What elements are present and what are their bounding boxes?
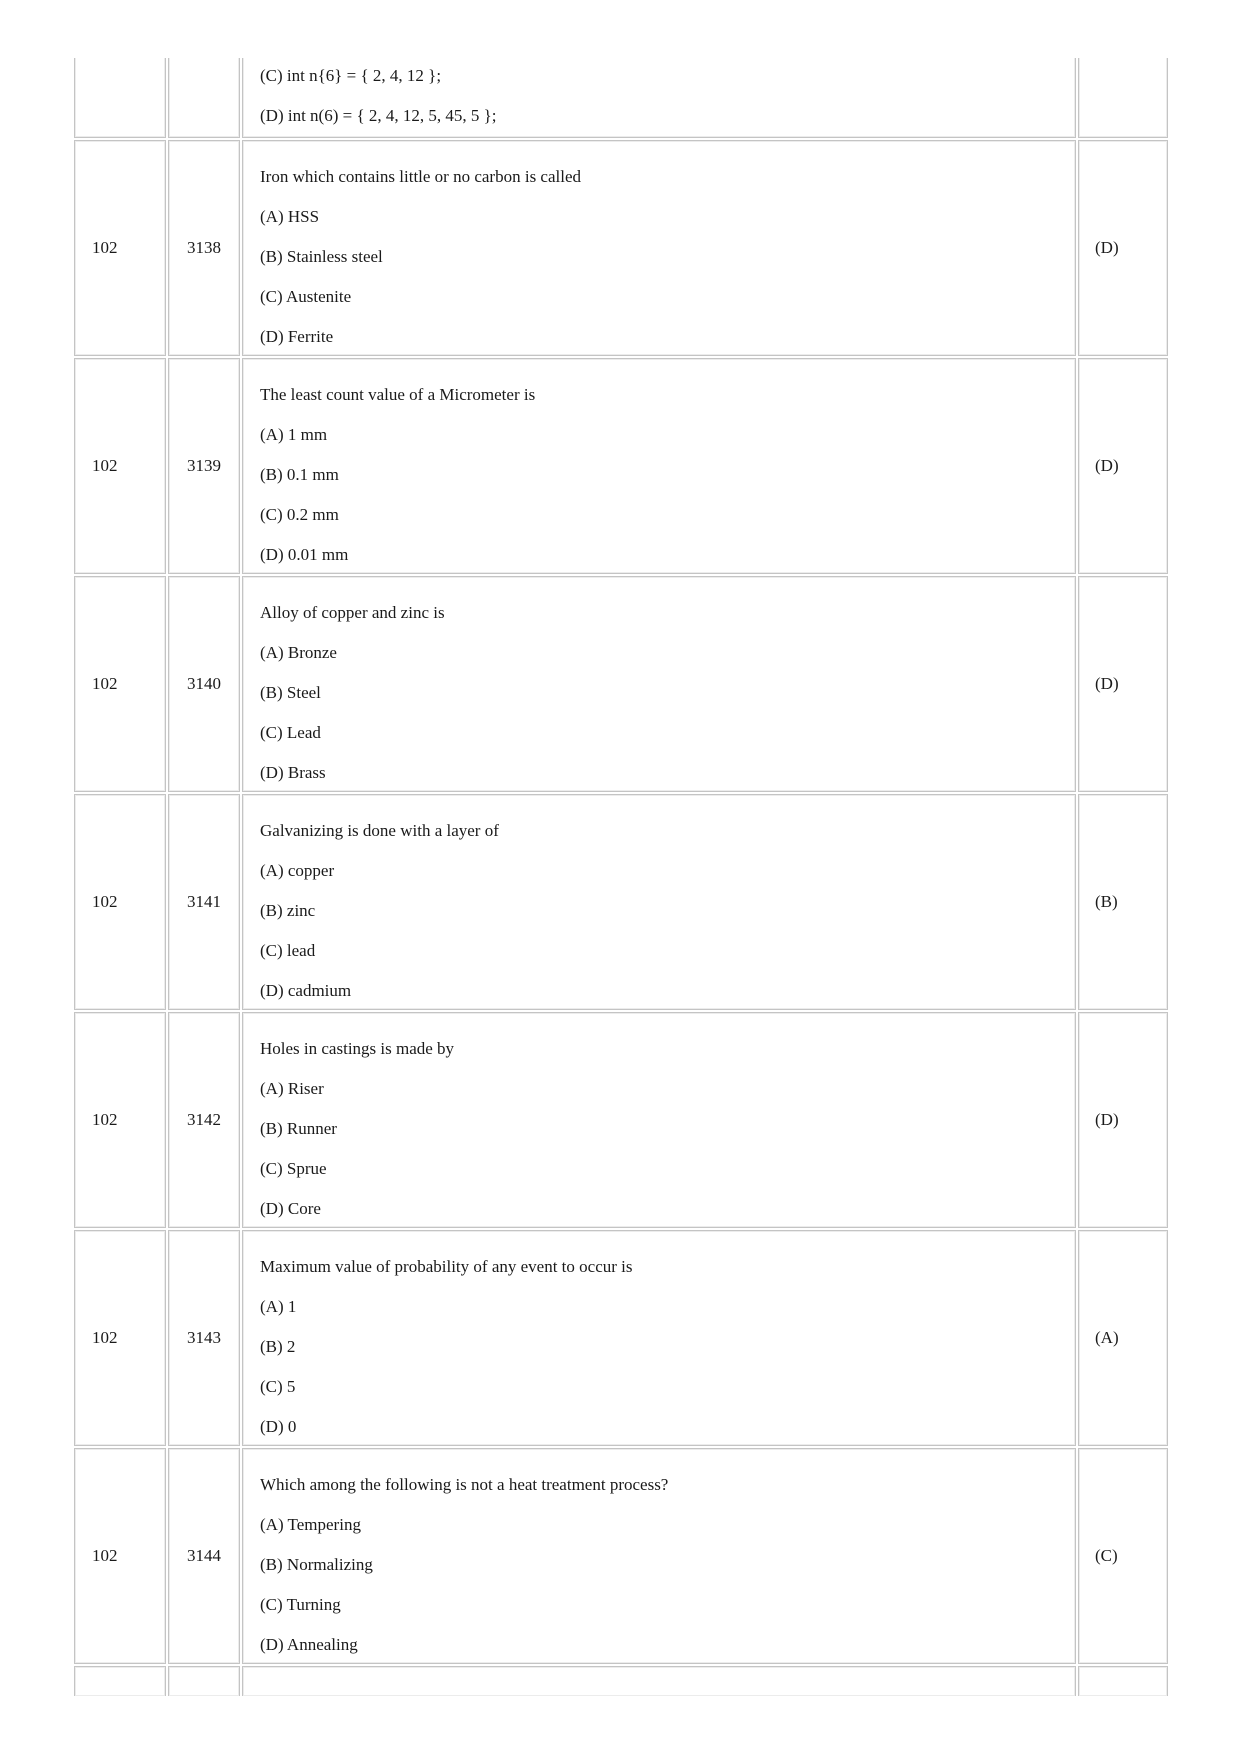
unit-cell (74, 1012, 166, 1228)
option-c: (C) Lead (260, 723, 321, 742)
answer-key: (A) (1095, 1328, 1119, 1347)
option-a: (A) 1 mm (260, 425, 328, 444)
option-a: (A) Riser (260, 1079, 324, 1098)
question-text: The least count value of a Micrometer is (260, 385, 536, 404)
question-text: Galvanizing is done with a layer of (260, 821, 499, 840)
table-row (74, 576, 1168, 792)
answer-cell (1078, 576, 1168, 792)
answer-key: (D) (1095, 674, 1119, 693)
option-b: (B) Steel (260, 683, 321, 702)
qno-cell (168, 1012, 240, 1228)
option-c: (C) 0.2 mm (260, 505, 339, 524)
qno-cell (168, 358, 240, 574)
answer-cell (1078, 1012, 1168, 1228)
option-d: (D) 0 (260, 1417, 297, 1436)
question-cell (242, 1448, 1076, 1664)
question-cell (242, 1012, 1076, 1228)
option-d: (D) Annealing (260, 1635, 358, 1654)
question-number: 3141 (187, 892, 221, 911)
question-number: 3138 (187, 238, 221, 257)
option-a: (A) Tempering (260, 1515, 361, 1534)
qno-cell (168, 140, 240, 356)
unit-cell (74, 358, 166, 574)
unit-code: 102 (92, 892, 118, 911)
option-b: (B) zinc (260, 901, 316, 920)
option-d: (D) 0.01 mm (260, 545, 349, 564)
option-a: (A) copper (260, 861, 335, 880)
unit-cell (74, 1230, 166, 1446)
question-number: 3144 (187, 1546, 221, 1565)
answer-cell (1078, 140, 1168, 356)
question-text: Which among the following is not a heat treatment process? (260, 1475, 669, 1494)
question-text: Alloy of copper and zinc is (260, 603, 445, 622)
unit-code: 102 (92, 456, 118, 475)
option-b: (B) 0.1 mm (260, 465, 339, 484)
table-row-partial (74, 58, 1168, 138)
option-b: (B) Runner (260, 1119, 337, 1138)
option-a: (A) 1 (260, 1297, 297, 1316)
unit-code: 102 (92, 1328, 118, 1347)
option-d: (D) Core (260, 1199, 321, 1218)
option-c: (C) Sprue (260, 1159, 327, 1178)
table-row (74, 1230, 1168, 1446)
table-row (74, 1448, 1168, 1664)
answer-cell (1078, 358, 1168, 574)
option-d: (D) cadmium (260, 981, 352, 1000)
table-row (74, 1012, 1168, 1228)
table-row-cutoff (74, 1666, 1168, 1696)
question-table (74, 58, 1168, 1696)
question-text: Iron which contains little or no carbon is called (260, 167, 582, 186)
answer-cell (1078, 1448, 1168, 1664)
unit-cell (74, 1448, 166, 1664)
unit-code: 102 (92, 674, 118, 693)
answer-cell (1078, 1230, 1168, 1446)
unit-code: 102 (92, 1110, 118, 1129)
option-a: (A) HSS (260, 207, 320, 226)
question-cell (242, 140, 1076, 356)
qno-cell (168, 1230, 240, 1446)
answer-key: (B) (1095, 892, 1118, 911)
option-b: (B) 2 (260, 1337, 296, 1356)
question-cell (242, 358, 1076, 574)
unit-code: 102 (92, 1546, 118, 1565)
question-number: 3140 (187, 674, 221, 693)
answer-key: (C) (1095, 1546, 1118, 1565)
option-a: (A) Bronze (260, 643, 337, 662)
question-number: 3142 (187, 1110, 221, 1129)
question-text: Maximum value of probability of any event to occur is (260, 1257, 633, 1276)
option-c: (C) Turning (260, 1595, 341, 1614)
answer-key: (D) (1095, 1110, 1119, 1129)
unit-cell (74, 140, 166, 356)
option-c: (C) 5 (260, 1377, 296, 1396)
option-line: (D) int n(6) = { 2, 4, 12, 5, 45, 5 }; (260, 106, 497, 125)
option-c: (C) Austenite (260, 287, 352, 306)
unit-code: 102 (92, 238, 118, 257)
question-number: 3143 (187, 1328, 221, 1347)
option-b: (B) Stainless steel (260, 247, 383, 266)
unit-cell (74, 794, 166, 1010)
answer-cell (1078, 794, 1168, 1010)
question-cell (242, 794, 1076, 1010)
option-c: (C) lead (260, 941, 316, 960)
option-b: (B) Normalizing (260, 1555, 373, 1574)
option-d: (D) Ferrite (260, 327, 334, 346)
question-number: 3139 (187, 456, 221, 475)
question-cell (242, 1230, 1076, 1446)
table-row (74, 794, 1168, 1010)
answer-key: (D) (1095, 238, 1119, 257)
answer-key: (D) (1095, 456, 1119, 475)
unit-cell (74, 576, 166, 792)
question-text: Holes in castings is made by (260, 1039, 455, 1058)
qno-cell (168, 576, 240, 792)
table-row (74, 358, 1168, 574)
table-row (74, 140, 1168, 356)
qno-cell (168, 794, 240, 1010)
qno-cell (168, 1448, 240, 1664)
option-d: (D) Brass (260, 763, 326, 782)
option-line: (C) int n{6} = { 2, 4, 12 }; (260, 66, 442, 85)
question-cell (242, 576, 1076, 792)
